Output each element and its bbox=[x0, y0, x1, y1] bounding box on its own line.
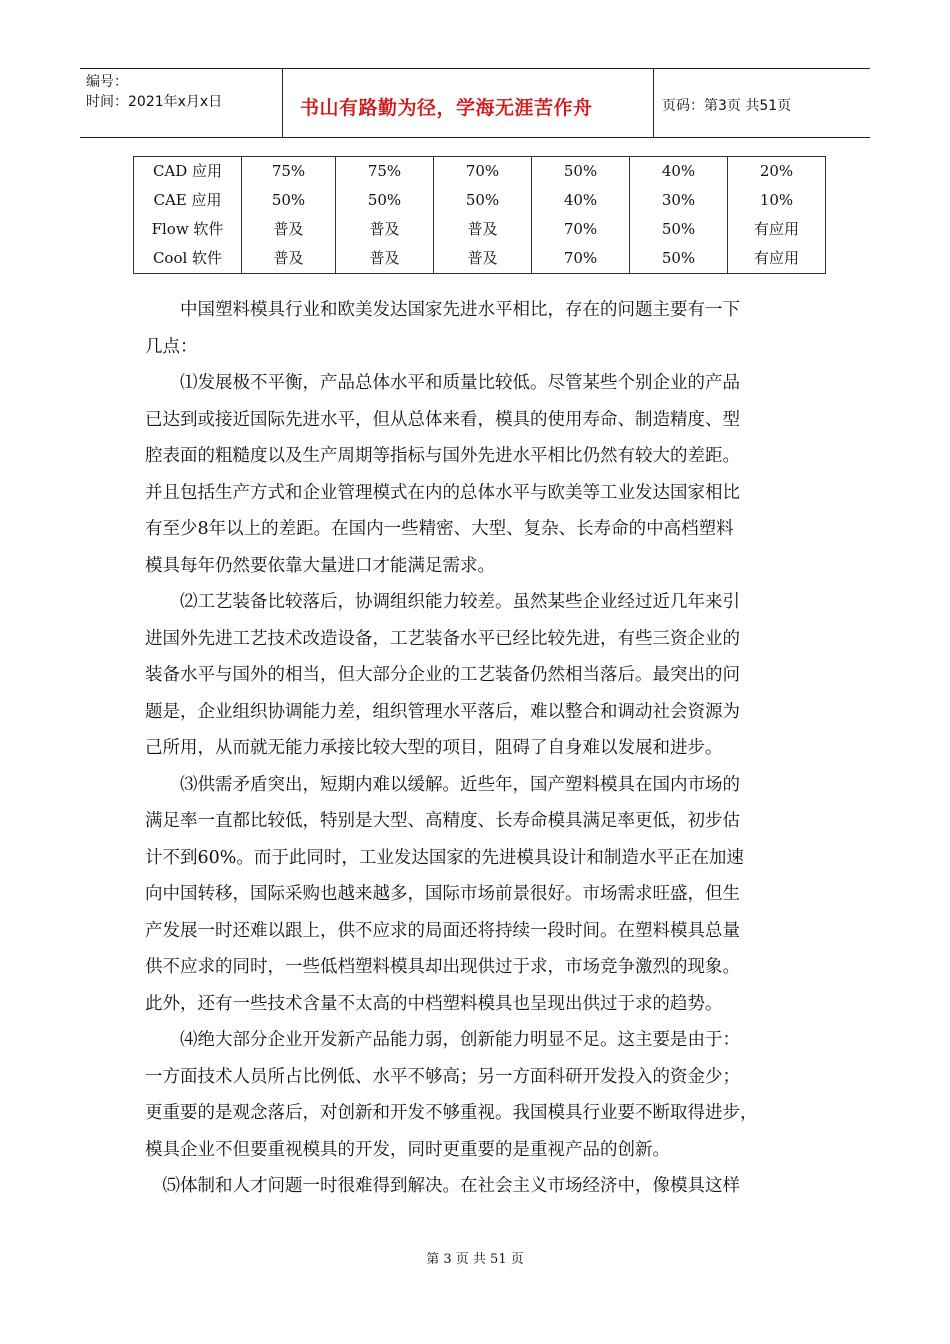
table-cell: 10% bbox=[728, 186, 826, 215]
text-line: ⑸体制和人才问题一时很难得到解决。在社会主义市场经济中，像模具这样 bbox=[145, 1176, 740, 1196]
table-cell: 普及 bbox=[336, 215, 434, 244]
text-line: ⑷绝大部分企业开发新产品能力弱，创新能力明显不足。这主要是由于： bbox=[145, 1030, 740, 1050]
table-cell: 普及 bbox=[242, 215, 336, 244]
text-line: 己所用，从而就无能力承接比较大型的项目，阻碍了自身难以发展和进步。 bbox=[145, 738, 723, 758]
doc-number-label: 编号： bbox=[86, 74, 128, 90]
text-line: 模具每年仍然要依靠大量进口才能满足需求。 bbox=[145, 555, 495, 576]
table-cell: 普及 bbox=[336, 244, 434, 274]
table-cell: 有应用 bbox=[728, 244, 826, 274]
table-cell: 75% bbox=[336, 157, 434, 187]
header-page-cell bbox=[654, 69, 870, 137]
table-cell: 50% bbox=[630, 244, 728, 274]
table-cell: 30% bbox=[630, 186, 728, 215]
body-text bbox=[145, 292, 825, 1205]
text-line: 供不应求的同时，一些低档塑料模具却出现供过于求，市场竞争激烈的现象。 bbox=[145, 957, 740, 977]
doc-date-label: 时间：2021年x月x日 bbox=[86, 94, 223, 110]
text-line: 有至少8年以上的差距。在国内一些精密、大型、复杂、长寿命的中高档塑料 bbox=[145, 519, 734, 539]
table-cell: 75% bbox=[242, 157, 336, 187]
header-page-number: 页码：第3页 共51页 bbox=[662, 98, 792, 114]
table-cell: 40% bbox=[532, 186, 630, 215]
text-line: 一方面技术人员所占比例低、水平不够高；另一方面科研开发投入的资金少； bbox=[145, 1066, 740, 1087]
table-cell: 普及 bbox=[434, 244, 532, 274]
table-cell: 70% bbox=[532, 244, 630, 274]
table-row bbox=[134, 186, 826, 215]
text-line: 产发展一时还难以跟上，供不应求的局面还将持续一段时间。在塑料模具总量 bbox=[145, 920, 740, 941]
text-line: 已达到或接近国际先进水平，但从总体来看，模具的使用寿命、制造精度、型 bbox=[145, 409, 740, 430]
text-line: ⑵工艺装备比较落后，协调组织能力较差。虽然某些企业经过近几年来引 bbox=[145, 592, 740, 612]
table-cell: 50% bbox=[532, 157, 630, 187]
text-line: 几点： bbox=[145, 336, 198, 357]
table-cell: 70% bbox=[434, 157, 532, 187]
table-cell: 70% bbox=[532, 215, 630, 244]
table-cell: 50% bbox=[434, 186, 532, 215]
table-cell: 50% bbox=[336, 186, 434, 215]
text-line: 并且包括生产方式和企业管理模式在内的总体水平与欧美等工业发达国家相比 bbox=[145, 482, 740, 503]
table-cell: 50% bbox=[242, 186, 336, 215]
table-row bbox=[134, 244, 826, 274]
table-cell: 普及 bbox=[242, 244, 336, 274]
table-row bbox=[134, 215, 826, 244]
header-info-cell bbox=[80, 69, 283, 137]
text-line: 满足率一直都比较低，特别是大型、高精度、长寿命模具满足率更低，初步估 bbox=[145, 811, 740, 831]
table-row-label: CAE 应用 bbox=[134, 186, 242, 215]
page-footer: 第 3 页 共 51 页 bbox=[426, 1252, 524, 1267]
text-line: ⑴发展极不平衡，产品总体水平和质量比较低。尽管某些个别企业的产品 bbox=[145, 373, 740, 393]
text-line: 此外，还有一些技术含量不太高的中档塑料模具也呈现出供过于求的趋势。 bbox=[145, 993, 723, 1014]
text-line: 更重要的是观念落后，对创新和开发不够重视。我国模具行业要不断取得进步， bbox=[145, 1103, 758, 1123]
text-line: 计不到60%。而于此同时，工业发达国家的先进模具设计和制造水平正在加速 bbox=[145, 847, 744, 868]
table-row-label: CAD 应用 bbox=[134, 157, 242, 187]
table-cell: 40% bbox=[630, 157, 728, 187]
text-line: 题是，企业组织协调能力差，组织管理水平落后，难以整合和调动社会资源为 bbox=[145, 701, 740, 722]
header-motto-cell bbox=[282, 69, 654, 137]
table-row bbox=[134, 157, 826, 187]
table-row-label: Flow 软件 bbox=[134, 215, 242, 244]
page-header bbox=[80, 68, 870, 138]
text-line: 向中国转移，国际采购也越来越多，国际市场前景很好。市场需求旺盛，但生 bbox=[145, 884, 740, 904]
table-row-label: Cool 软件 bbox=[134, 244, 242, 274]
text-line: 中国塑料模具行业和欧美发达国家先进水平相比，存在的问题主要有一下 bbox=[145, 300, 740, 320]
text-line: ⑶供需矛盾突出，短期内难以缓解。近些年，国产塑料模具在国内市场的 bbox=[145, 774, 740, 795]
text-line: 装备水平与国外的相当，但大部分企业的工艺装备仍然相当落后。最突出的问 bbox=[145, 665, 740, 685]
header-motto: 书山有路勤为径，学海无涯苦作舟 bbox=[300, 97, 593, 119]
text-line: 腔表面的粗糙度以及生产周期等指标与国外先进水平相比仍然有较大的差距。 bbox=[145, 446, 740, 466]
table-cell: 50% bbox=[630, 215, 728, 244]
text-line: 进国外先进工艺技术改造设备，工艺装备水平已经比较先进，有些三资企业的 bbox=[145, 628, 740, 649]
comparison-table bbox=[133, 156, 826, 274]
table-cell: 有应用 bbox=[728, 215, 826, 244]
text-line: 模具企业不但要重视模具的开发，同时更重要的是重视产品的创新。 bbox=[145, 1139, 670, 1160]
table-cell: 普及 bbox=[434, 215, 532, 244]
table-cell: 20% bbox=[728, 157, 826, 187]
